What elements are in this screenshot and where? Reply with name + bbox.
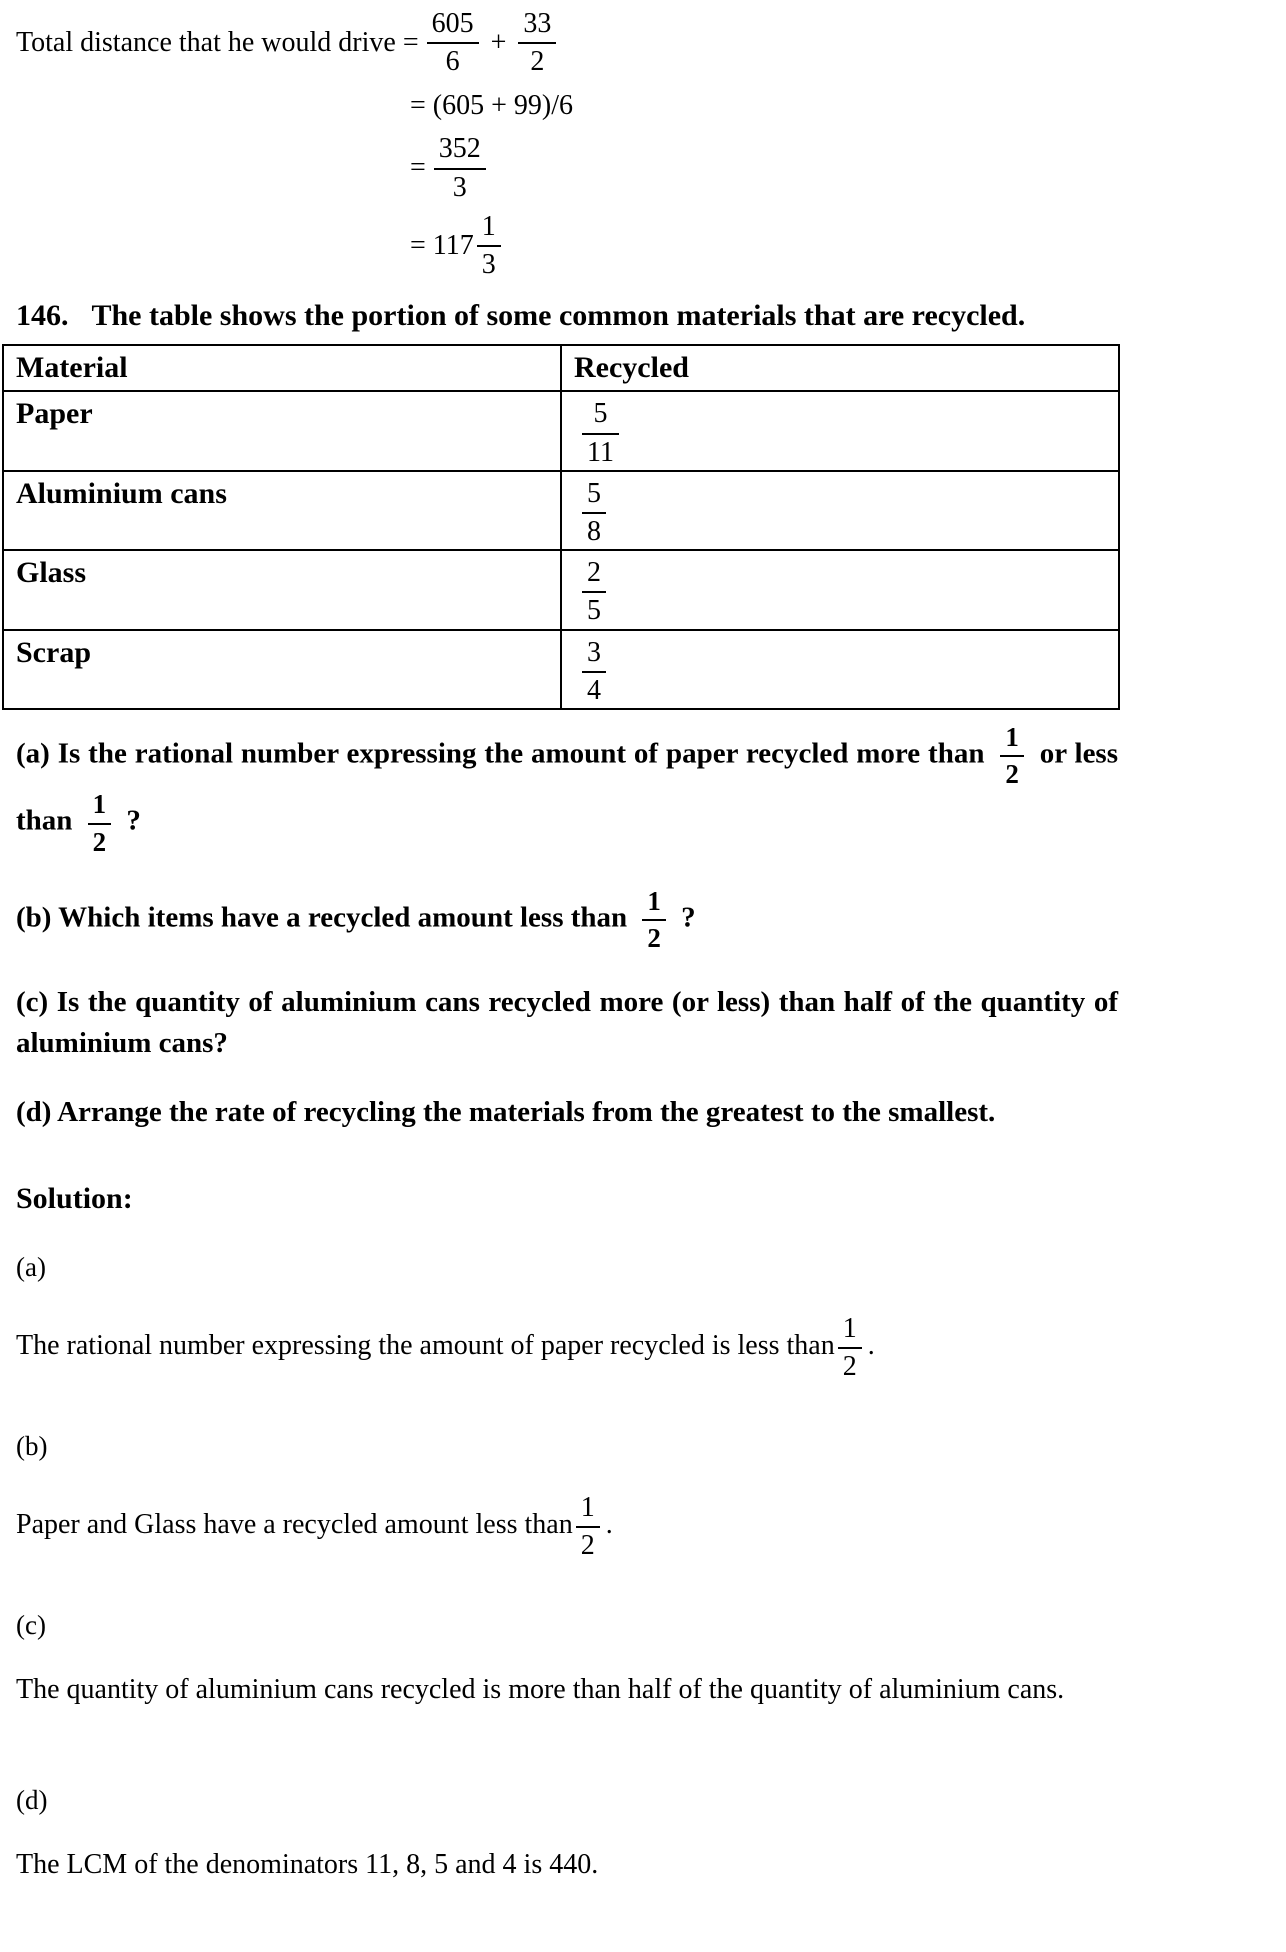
math-line-2-text: = (605 + 99)/6	[410, 90, 574, 122]
question-number: 146.	[16, 299, 69, 333]
material-cell: Aluminium cans	[3, 471, 561, 550]
fraction-denominator: 3	[452, 171, 467, 203]
fraction-denominator: 2	[1005, 759, 1019, 790]
solution-d-text: The LCM of the denominators 11, 8, 5 and 4 is 440.	[16, 1848, 599, 1880]
intro-math-block	[16, 8, 1118, 280]
fraction-numerator: 352	[434, 133, 486, 169]
fraction-denominator: 2	[842, 1351, 857, 1383]
question-part-c: (c) Is the quantity of aluminium cans recycled more (or less) than half of the quantity of aluminium cans?	[16, 986, 1118, 1059]
solution-b-sentence: Paper and Glass have a recycled amount less than	[16, 1508, 573, 1540]
fraction-1-over-2	[642, 886, 666, 953]
question-part-b	[16, 886, 1118, 953]
fraction-denominator: 3	[481, 248, 496, 280]
fraction-denominator: 5	[587, 595, 601, 627]
math-line-4	[410, 211, 1118, 280]
fraction-denominator: 2	[92, 826, 107, 857]
header-material: Material	[3, 345, 561, 392]
fraction-numerator: 5	[582, 478, 606, 514]
fraction-numerator: 1	[642, 886, 666, 921]
material-cell: Scrap	[3, 630, 561, 709]
fraction-352-over-3	[434, 133, 486, 202]
fraction-1-over-2	[1000, 722, 1024, 789]
math-line-2	[410, 87, 1118, 125]
material-cell: Glass	[3, 550, 561, 629]
solution-a-text	[16, 1313, 1118, 1382]
fraction-numerator: 1	[576, 1492, 600, 1528]
solution-c-text: The quantity of aluminium cans recycled is more than half of the quantity of aluminium cans.	[16, 1673, 1065, 1705]
fraction-numerator: 3	[582, 637, 606, 673]
part-a-mid-text: or less than	[16, 737, 1119, 837]
fraction-5-over-8	[582, 478, 606, 547]
fraction-3-over-4	[582, 637, 606, 706]
solution-a-sentence: The rational number expressing the amount of paper recycled is less than	[16, 1329, 835, 1361]
solution-c-label: (c)	[16, 1610, 46, 1641]
table-row-glass	[3, 550, 1119, 629]
solution-b-period: .	[605, 1508, 613, 1540]
fraction-denominator: 2	[530, 46, 545, 78]
fraction-5-over-11	[582, 398, 619, 467]
fraction-denominator: 2	[647, 922, 661, 953]
table-row-aluminium-cans	[3, 471, 1119, 550]
solution-d-label: (d)	[16, 1785, 48, 1816]
solution-b-label: (b)	[16, 1431, 48, 1462]
solution-a-label: (a)	[16, 1252, 46, 1283]
fraction-numerator: 5	[582, 398, 619, 434]
plus-operator: +	[490, 26, 507, 58]
recycled-cell	[561, 471, 1119, 550]
math-line-1	[16, 8, 1118, 77]
math-line-1-text: Total distance that he would drive =	[16, 26, 419, 58]
fraction-1-over-2	[838, 1313, 862, 1382]
question-part-d: (d) Arrange the rate of recycling the materials from the greatest to the smallest.	[16, 1096, 996, 1129]
question-146-heading	[16, 296, 1118, 336]
fraction-33-over-2	[518, 8, 556, 77]
part-b-question-mark: ?	[681, 901, 696, 934]
recycled-cell	[561, 550, 1119, 629]
fraction-numerator: 1	[1000, 722, 1024, 757]
material-cell: Paper	[3, 391, 561, 470]
question-part-a	[16, 722, 1118, 857]
fraction-denominator: 6	[445, 46, 460, 78]
fraction-numerator: 33	[518, 8, 556, 44]
question-text: The table shows the portion of some common materials that are recycled.	[91, 299, 1026, 333]
recycled-cell	[561, 391, 1119, 470]
part-a-question-mark: ?	[126, 804, 141, 837]
fraction-numerator: 1	[477, 211, 501, 247]
table-row-scrap	[3, 630, 1119, 709]
solution-heading: Solution:	[16, 1181, 133, 1215]
fraction-numerator: 1	[88, 789, 112, 824]
table-row-paper	[3, 391, 1119, 470]
fraction-1-over-2	[88, 789, 112, 856]
fraction-1-over-2	[576, 1492, 600, 1561]
solution-a-period: .	[867, 1329, 875, 1361]
fraction-denominator: 11	[587, 436, 614, 468]
fraction-denominator: 2	[580, 1529, 595, 1561]
fraction-numerator: 605	[427, 8, 479, 44]
fraction-denominator: 4	[587, 674, 601, 706]
part-a-text: (a) Is the rational number expressing the amount of paper recycled more than	[16, 737, 985, 770]
fraction-numerator: 2	[582, 557, 606, 593]
fraction-2-over-5	[582, 557, 606, 626]
fraction-numerator: 1	[838, 1313, 862, 1349]
math-line-3	[410, 133, 1118, 202]
part-b-text: (b) Which items have a recycled amount less than	[16, 901, 628, 934]
mixed-number-whole: = 117	[410, 229, 474, 261]
recycled-cell	[561, 630, 1119, 709]
fraction-1-over-3	[477, 211, 501, 280]
fraction-605-over-6	[427, 8, 479, 77]
table-header-row	[3, 345, 1119, 392]
header-recycled: Recycled	[561, 345, 1119, 392]
materials-table	[2, 344, 1120, 710]
equals-sign: =	[410, 152, 426, 184]
solution-b-text	[16, 1492, 1118, 1561]
fraction-denominator: 8	[587, 516, 601, 547]
